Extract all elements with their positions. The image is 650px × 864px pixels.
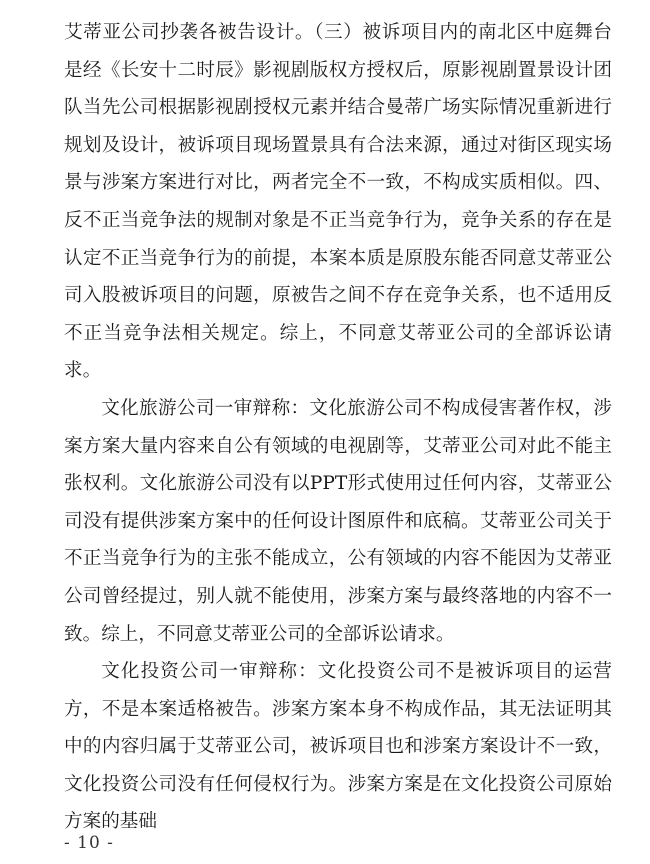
page-number: - 10 -: [64, 833, 114, 853]
paragraph-cultural-investment-defense: 文化投资公司一审辩称：文化投资公司不是被诉项目的运营方，不是本案适格被告。涉案方案本身不构成作品，其无法证明其中的内容归属于艾蒂亚公司，被诉项目也和涉案方案设计不一致，文化投资公司没有任何侵权行为。涉案方案是在文化投资公司原始方案的基础: [64, 661, 612, 833]
paragraph-cultural-tourism-defense: 文化旅游公司一审辩称：文化旅游公司不构成侵害著作权，涉案方案大量内容来自公有领域的电视剧等，艾蒂亚公司对此不能主张权利。文化旅游公司没有以PPT形式使用过任何内容，艾蒂亚公司没有提供涉案方案中的任何设计图原件和底稿。艾蒂亚公司关于不正当竞争行为的主张不能成立，公有领域的内容不能因为艾蒂亚公司曾经提过，别人就不能使用，涉案方案与最终落地的内容不一致。综上，不同意艾蒂亚公司的全部诉讼请求。: [64, 397, 612, 645]
document-body: [64, 14, 612, 841]
paragraph-continued: 艾蒂亚公司抄袭各被告设计。（三）被诉项目内的南北区中庭舞台是经《长安十二时辰》影视剧版权方授权后，原影视剧置景设计团队当先公司根据影视剧授权元素并结合曼蒂广场实际情况重新进行规划及设计，被诉项目现场置景具有合法来源，通过对街区现实场景与涉案方案进行对比，两者完全不一致，不构成实质相似。四、反不正当竞争法的规制对象是不正当竞争行为，竞争关系的存在是认定不正当竞争行为的前提，本案本质是原股东能否同意艾蒂亚公司入股被诉项目的问题，原被告之间不存在竞争关系，也不适用反不正当竞争法相关规定。综上，不同意艾蒂亚公司的全部诉讼请求。: [64, 22, 612, 382]
